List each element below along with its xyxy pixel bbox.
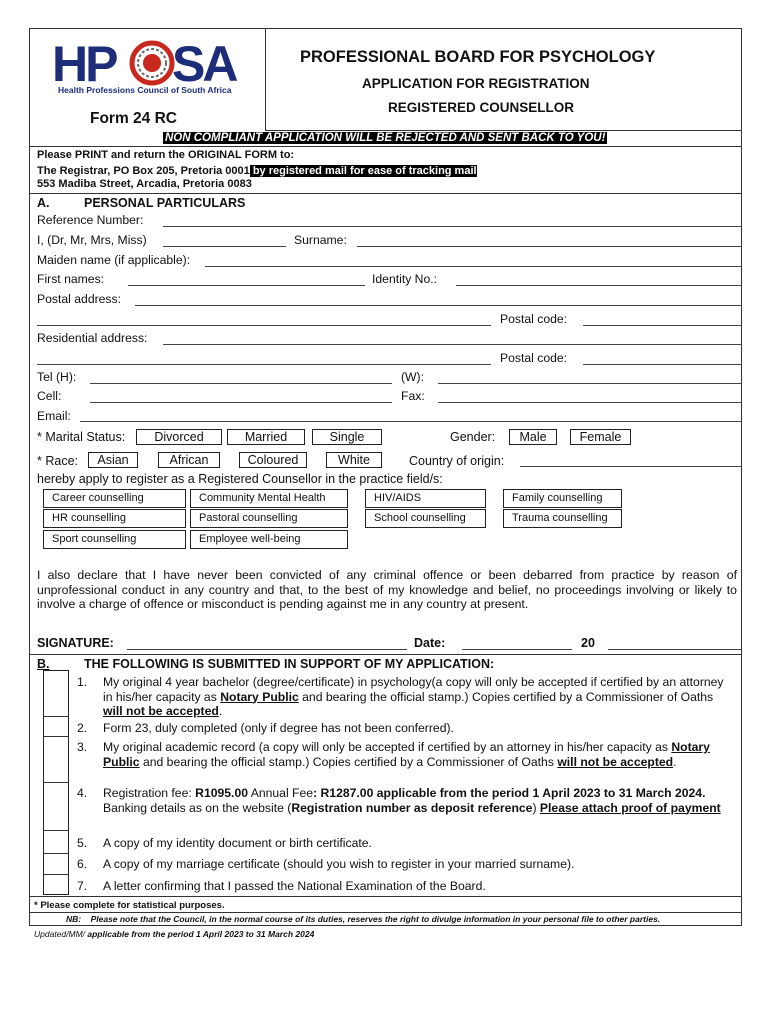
field-school-counselling[interactable]: School counselling [365,509,486,528]
return-address: The Registrar, PO Box 205, Pretoria 0001 [37,165,250,177]
statistical-note: * Please complete for statistical purposes. [34,900,225,911]
form-subtitle-2: REGISTERED COUNSELLOR [388,100,575,115]
tel-w-label: (W): [401,370,425,384]
header-divider [265,28,266,130]
item-number-4: 4. [77,786,88,800]
item-number-3: 3. [77,740,88,754]
section-a-letter: A. [37,196,50,210]
maiden-label: Maiden name (if applicable): [37,253,191,267]
item-4-paren: ) [532,800,540,815]
section-b-heading: THE FOLLOWING IS SUBMITTED IN SUPPORT OF MY APPLICATION: [84,657,495,671]
updated-note [34,929,314,939]
gender-label: Gender: [450,430,496,444]
postal-label: Postal address: [37,292,122,306]
field-hr-counselling[interactable]: HR counselling [43,509,186,528]
country-label: Country of origin: [409,454,505,468]
nb-note [66,914,660,924]
res-postal-code-label: Postal code: [500,351,568,365]
item-number-1: 1. [77,675,88,689]
postal-code-input[interactable] [583,325,741,326]
item-5: A copy of my identity document or birth certificate. [103,836,372,850]
cell-label: Cell: [37,389,62,403]
fax-input[interactable] [438,402,741,403]
reference-input[interactable] [163,226,741,227]
field-career-counselling[interactable]: Career counselling [43,489,186,508]
return-line-3: 553 Madiba Street, Arcadia, Pretoria 0083 [37,178,252,190]
item-1-text-2: and bearing the official stamp.) Copies certified by a Commissioner of Oaths [298,689,714,704]
marital-divorced[interactable]: Divorced [136,429,222,445]
fields-intro: hereby apply to register as a Registered Counsellor in the practice field/s: [37,472,443,486]
check-box-6[interactable] [43,874,69,875]
section-a-line [29,193,742,194]
item-number-2: 2. [77,721,88,735]
surname-input[interactable] [357,246,741,247]
return-line-2 [37,165,477,177]
marital-label: * Marital Status: [37,430,126,444]
fax-label: Fax: [401,389,425,403]
item-1 [103,675,728,719]
field-employee-well-being[interactable]: Employee well-being [190,530,348,549]
updated-label: Updated/MM/ [34,929,86,939]
signature-label: SIGNATURE: [37,636,114,650]
section-b-letter: B. [37,657,50,671]
form-number: Form 24 RC [90,110,177,127]
surname-label: Surname: [294,233,347,247]
item-4-proof: Please attach proof of payment [539,800,721,815]
date-label: Date: [414,636,446,650]
field-family-counselling[interactable]: Family counselling [503,489,622,508]
notice-line [29,146,742,147]
item-4-banking: Banking details as on the website ( [103,800,292,815]
tel-input[interactable] [90,383,392,384]
item-number-6: 6. [77,857,88,871]
tel-label: Tel (H): [37,370,77,384]
identity-label: Identity No.: [372,272,438,286]
nb-label: NB: [66,914,82,924]
item-4-annual-fee: : R1287.00 applicable from the period 1 April 2023 to 31 March 2024. [313,786,706,800]
res-postal-code-input[interactable] [583,364,741,365]
identity-input[interactable] [456,285,741,286]
cell-input[interactable] [90,402,392,403]
item-4-reference: Registration number as deposit reference [291,800,533,815]
nb-text: Please note that the Council, in the normal course of its duties, reserves the right to divulge information in your personal file to other parties. [90,914,661,924]
race-african[interactable]: African [158,452,220,468]
country-input[interactable] [520,466,741,467]
signature-input[interactable] [127,649,407,650]
header-bottom-line [265,130,742,131]
year-input[interactable] [608,649,741,650]
item-3-notary: Notary Public [103,740,710,769]
first-names-label: First names: [37,272,105,286]
race-asian[interactable]: Asian [88,452,138,468]
gender-male[interactable]: Male [509,429,557,445]
logo-subtitle: Health Professions Council of South Africa [58,85,232,95]
form-subtitle-1: APPLICATION FOR REGISTRATION [362,76,590,91]
reference-label: Reference Number: [37,213,144,227]
rejection-notice: NON COMPLIANT APPLICATION WILL BE REJECTED AND SENT BACK TO YOU! [165,132,606,144]
updated-text: applicable from the period 1 April 2023 to 31 March 2024 [85,929,315,939]
title-input[interactable] [163,246,286,247]
nb-line [29,912,742,913]
item-4-reg-fee: R1095.00 [195,786,248,800]
item-4 [103,786,738,815]
item-7: A letter confirming that I passed the National Examination of the Board. [103,879,486,893]
residential-input-2[interactable] [37,364,491,365]
item-1-end: . [218,704,223,718]
tel-w-input[interactable] [438,383,741,384]
maiden-input[interactable] [205,266,741,267]
form-title: PROFESSIONAL BOARD FOR PSYCHOLOGY [300,48,656,66]
race-label: * Race: [37,454,78,468]
email-label: Email: [37,409,71,423]
postal-code-label: Postal code: [500,312,568,326]
item-4-annual: Annual Fee [248,786,314,800]
item-number-7: 7. [77,879,88,893]
item-1-warning: will not be accepted [103,704,219,718]
marital-married[interactable]: Married [227,429,305,445]
field-hiv-aids[interactable]: HIV/AIDS [365,489,486,508]
section-b-line [29,654,742,655]
check-box-1[interactable] [43,716,69,717]
first-names-input[interactable] [128,285,365,286]
item-3-text-2: and bearing the official stamp.) Copies certified by a Commissioner of Oaths [139,754,558,769]
item-4-text: Registration fee: [103,786,196,800]
item-3-text: My original academic record (a copy will only be accepted if certified by an attorney in his/her capacity as [103,740,672,754]
return-line-1: Please PRINT and return the ORIGINAL FORM to: [37,149,295,161]
declaration-text: I also declare that I have never been convicted of any criminal offence or been debarred from practice by reason of unprofessional conduct in any country and that, to the best of my knowledge and belief, no proceedings involving or likely to involve a charge of offence or misconduct is pending against me in any country at present. [37,568,737,611]
item-3-end: . [673,754,677,769]
check-box-4[interactable] [43,830,69,831]
item-6: A copy of my marriage certificate (should you wish to register in your married surname). [103,857,575,871]
field-community-mental-health[interactable]: Community Mental Health [190,489,348,508]
check-box-3[interactable] [43,782,69,783]
item-1-notary: Notary Public [220,689,299,704]
residential-label: Residential address: [37,331,148,345]
svg-text:SA: SA [172,36,236,92]
item-number-5: 5. [77,836,88,850]
return-highlight: by registered mail for ease of tracking mail [249,165,477,177]
item-1-text: My original 4 year bachelor (degree/certificate) in psychology(a copy will only be accepted if certified by an attorney in his/her capacity as [103,675,724,704]
title-label: I, (Dr, Mr, Mrs, Miss) [37,233,147,247]
item-2: Form 23, duly completed (only if degree has not been conferred). [103,721,454,735]
svg-text:HP: HP [52,36,116,92]
postal-input-1[interactable] [135,305,741,306]
item-3-warning: will not be accepted [557,754,674,769]
section-a-heading: PERSONAL PARTICULARS [84,196,246,210]
marital-single[interactable]: Single [312,429,382,445]
postal-input-2[interactable] [37,325,491,326]
residential-input-1[interactable] [163,344,741,345]
check-box-2[interactable] [43,736,69,737]
year-prefix: 20 [581,636,595,650]
field-trauma-counselling[interactable]: Trauma counselling [503,509,622,528]
item-3 [103,740,718,769]
field-pastoral-counselling[interactable]: Pastoral counselling [190,509,348,528]
footer-line [29,896,742,897]
race-white[interactable]: White [326,452,382,468]
gender-female[interactable]: Female [570,429,631,445]
email-input[interactable] [80,421,741,422]
check-box-5[interactable] [43,853,69,854]
field-sport-counselling[interactable]: Sport counselling [43,530,186,549]
race-coloured[interactable]: Coloured [239,452,307,468]
date-input[interactable] [462,649,572,650]
